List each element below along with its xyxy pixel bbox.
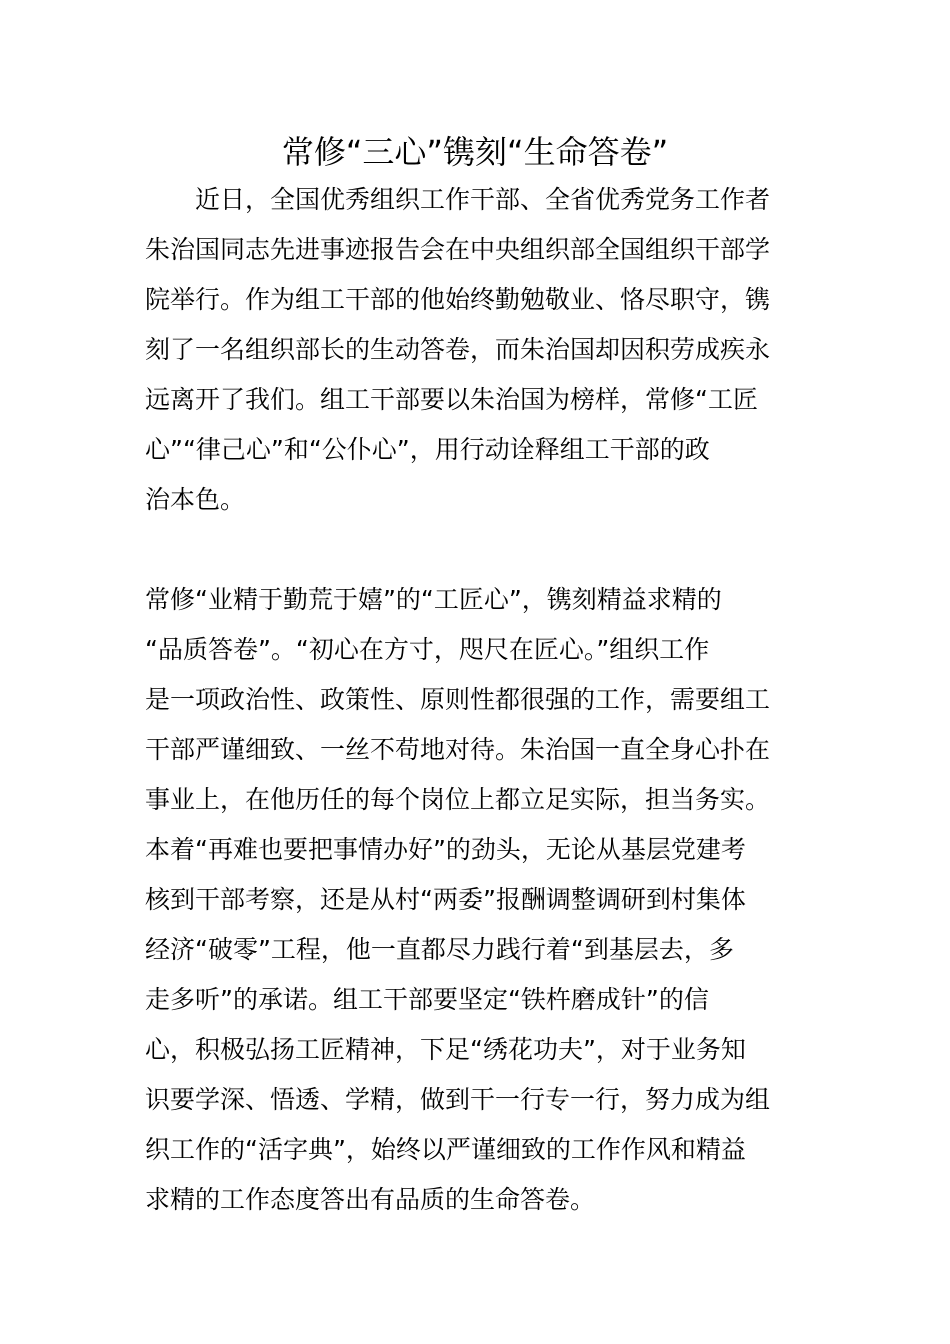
text-line: 朱治国同志先进事迹报告会在中央组织部全国组织干部学 — [145, 235, 771, 264]
text-line: 事业上，在他历任的每个岗位上都立足实际，担当务实。 — [145, 785, 771, 814]
text-line: 心”“律己心”和“公仆心”，用行动诠释组工干部的政 — [145, 435, 710, 464]
document-title: 常修“三心”镌刻“生命答卷” — [281, 133, 669, 171]
text-line: 本着“再难也要把事情办好”的劲头，无论从基层党建考 — [145, 835, 746, 864]
text-line: “品质答卷”。“初心在方寸，咫尺在匠心。”组织工作 — [145, 635, 710, 664]
text-line: 求精的工作态度答出有品质的生命答卷。 — [145, 1185, 596, 1214]
text-line: 经济“破零”工程，他一直都尽力践行着“到基层去，多 — [145, 935, 734, 964]
text-line: 常修“业精于勤荒于嬉”的“工匠心”，镌刻精益求精的 — [145, 585, 722, 614]
text-line: 识要学深、悟透、学精，做到干一行专一行，努力成为组 — [145, 1085, 771, 1114]
text-line: 干部严谨细致、一丝不苟地对待。朱治国一直全身心扑在 — [145, 735, 771, 764]
paragraph-craftsman-heart — [145, 575, 810, 1225]
paragraph-intro — [145, 175, 810, 525]
text-line: 刻了一名组织部长的生动答卷，而朱治国却因积劳成疾永 — [145, 335, 771, 364]
text-line: 织工作的“活字典”，始终以严谨细致的工作作风和精益 — [145, 1135, 746, 1164]
text-line: 远离开了我们。组工干部要以朱治国为榜样，常修“工匠 — [145, 385, 758, 414]
text-line: 是一项政治性、政策性、原则性都很强的工作，需要组工 — [145, 685, 771, 714]
text-line: 治本色。 — [145, 485, 246, 514]
text-line: 心，积极弘扬工匠精神，下足“绣花功夫”，对于业务知 — [145, 1035, 746, 1064]
text-line: 走多听”的承诺。组工干部要坚定“铁杵磨成针”的信 — [145, 985, 709, 1014]
text-line: 院举行。作为组工干部的他始终勤勉敬业、恪尽职守，镌 — [145, 285, 771, 314]
text-line: 核到干部考察，还是从村“两委”报酬调整调研到村集体 — [145, 885, 746, 914]
text-line: 近日，全国优秀组织工作干部、全省优秀党务工作者 — [145, 185, 771, 214]
